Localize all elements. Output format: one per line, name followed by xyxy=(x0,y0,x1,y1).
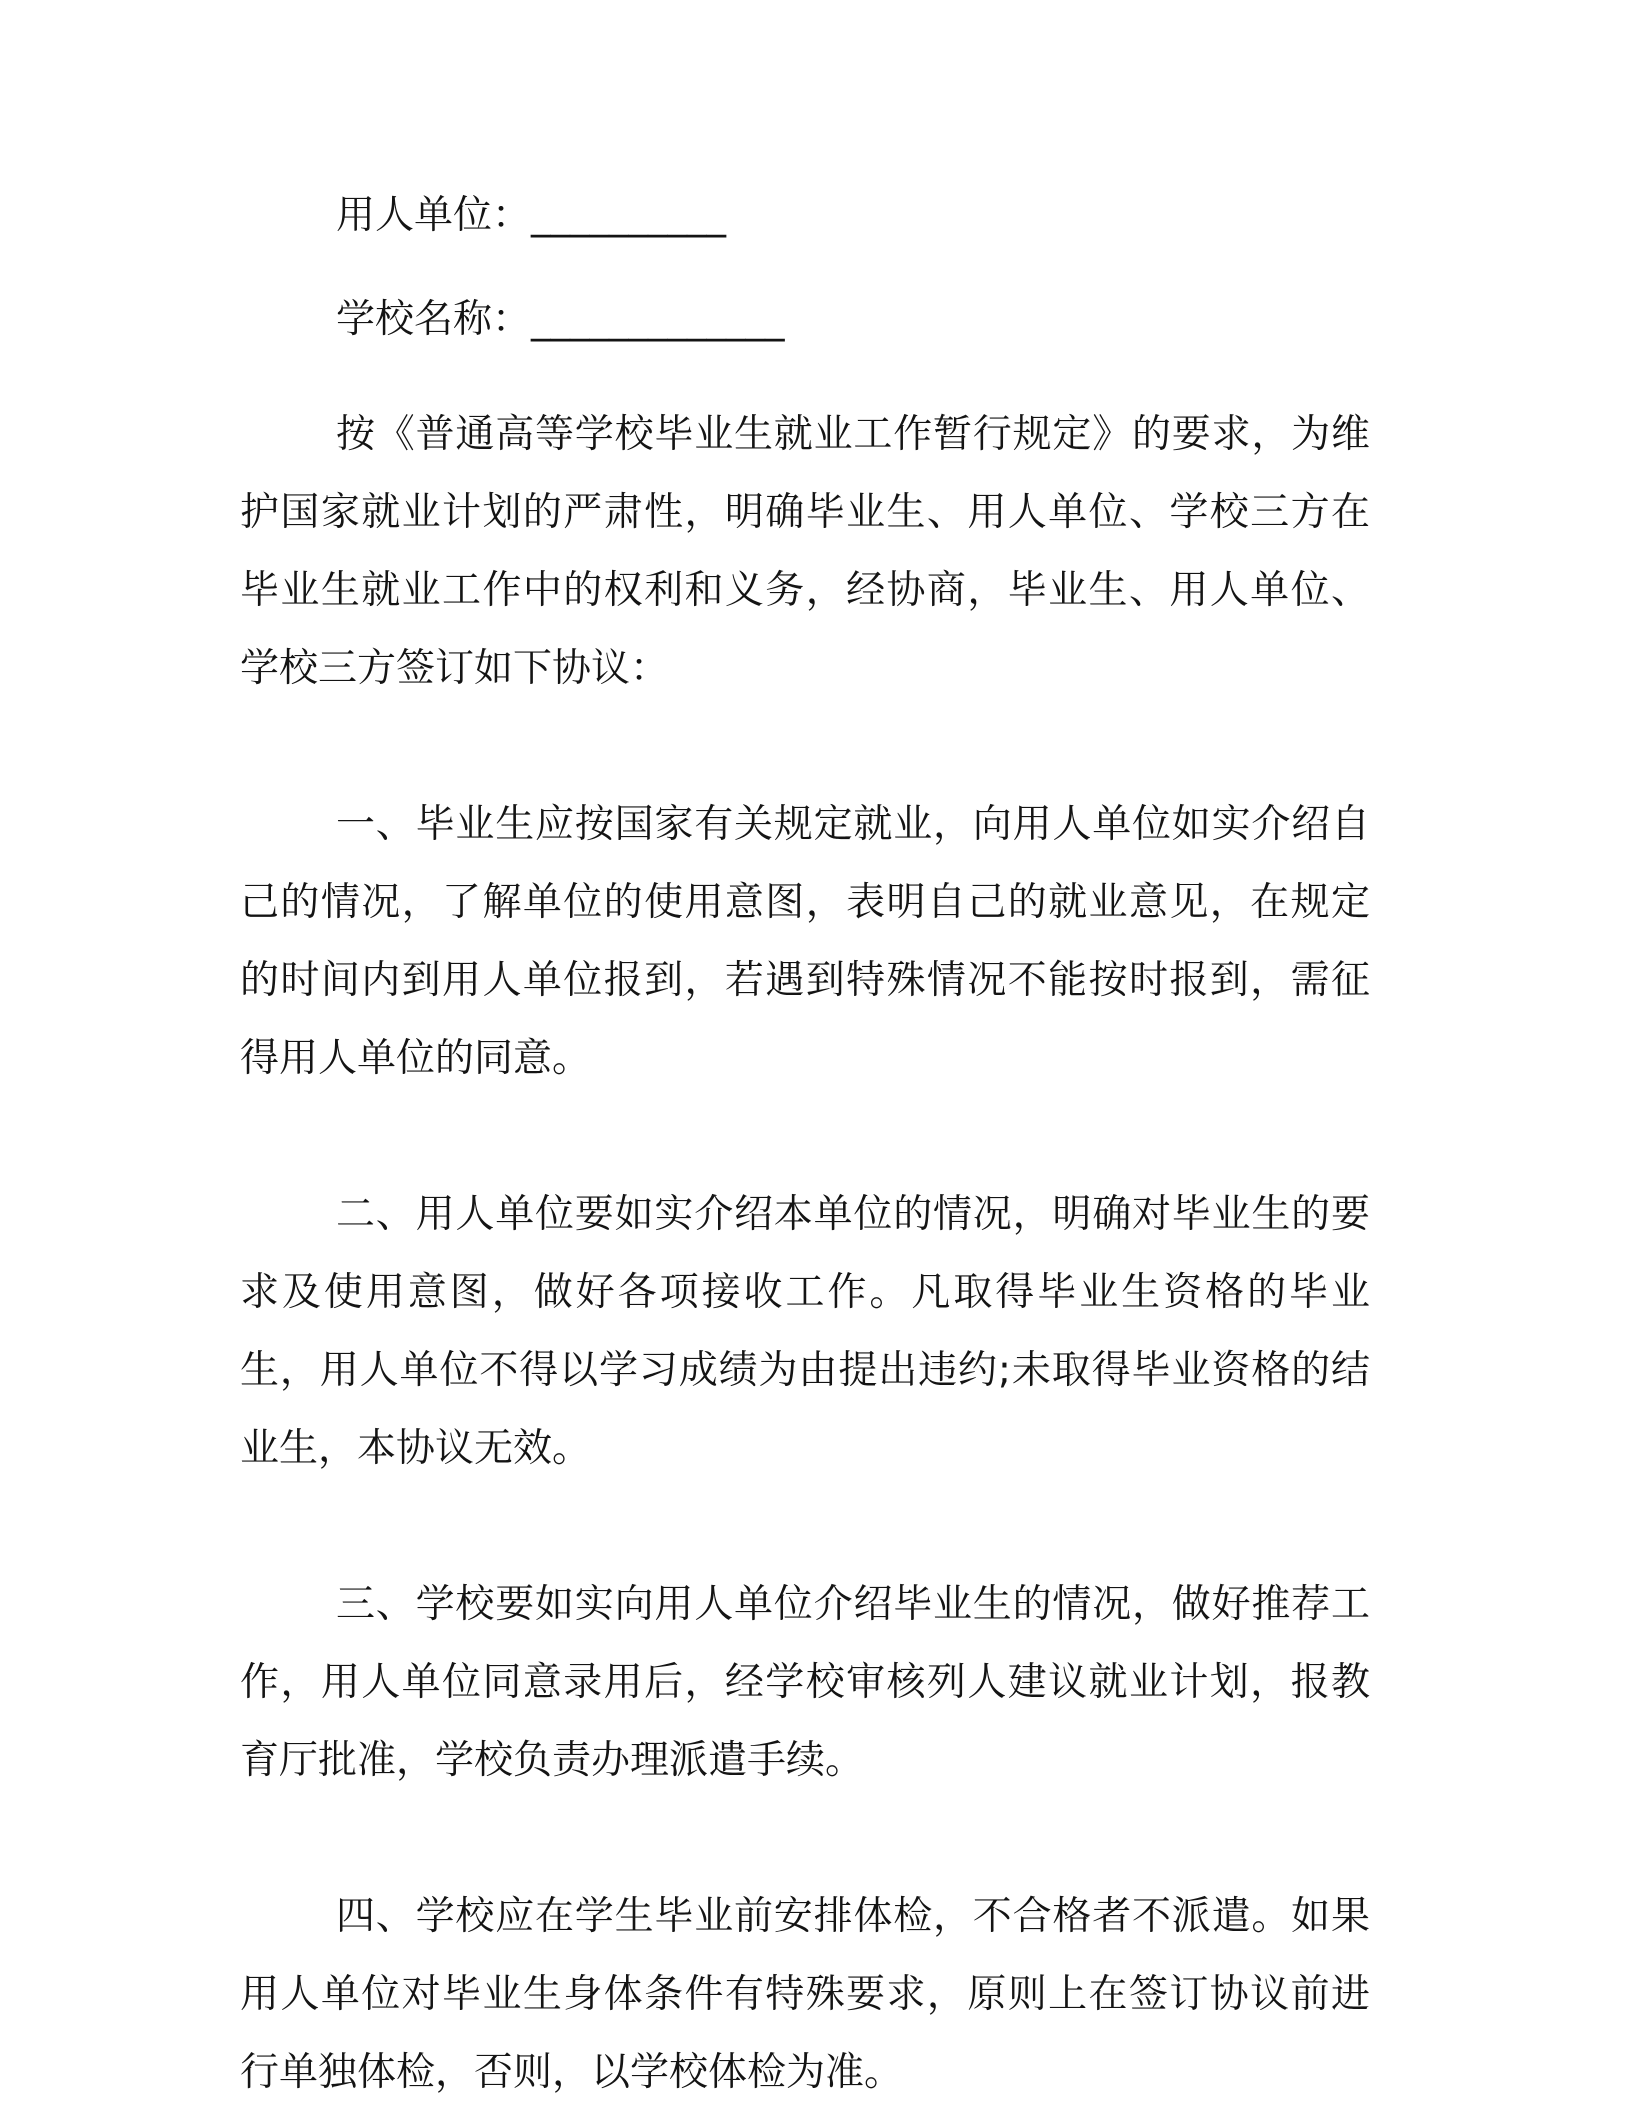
document-page xyxy=(240,190,1370,2112)
clause-2-paragraph: 二、用人单位要如实介绍本单位的情况，明确对毕业生的要求及使用意图，做好各项接收工作。凡取得毕业生资格的毕业生，用人单位不得以学习成绩为由提出违约;未取得毕业资格的结业生，本协议无效。 xyxy=(240,1192,1370,1471)
school-name-field xyxy=(240,294,1370,346)
employer-field xyxy=(240,190,1370,242)
clause-4-paragraph: 四、学校应在学生毕业前安排体检，不合格者不派遣。如果用人单位对毕业生身体条件有特殊要求，原则上在签订协议前进行单独体检，否则，以学校体检为准。 xyxy=(240,1894,1370,2095)
school-name-blank: _____________ xyxy=(531,297,785,342)
clause-3-paragraph: 三、学校要如实向用人单位介绍毕业生的情况，做好推荐工作，用人单位同意录用后，经学校审核列人建议就业计划，报教育厅批准，学校负责办理派遣手续。 xyxy=(240,1582,1370,1783)
clause-1-paragraph: 一、毕业生应按国家有关规定就业，向用人单位如实介绍自己的情况，了解单位的使用意图，表明自己的就业意见，在规定的时间内到用人单位报到，若遇到特殊情况不能按时报到，需征得用人单位的同意。 xyxy=(240,802,1370,1081)
school-name-label: 学校名称： xyxy=(336,297,532,342)
employer-label: 用人单位： xyxy=(336,193,532,238)
employer-blank: __________ xyxy=(531,193,727,238)
intro-paragraph: 按《普通高等学校毕业生就业工作暂行规定》的要求，为维护国家就业计划的严肃性，明确毕业生、用人单位、学校三方在毕业生就业工作中的权利和义务，经协商，毕业生、用人单位、学校三方签订如下协议： xyxy=(240,412,1370,691)
